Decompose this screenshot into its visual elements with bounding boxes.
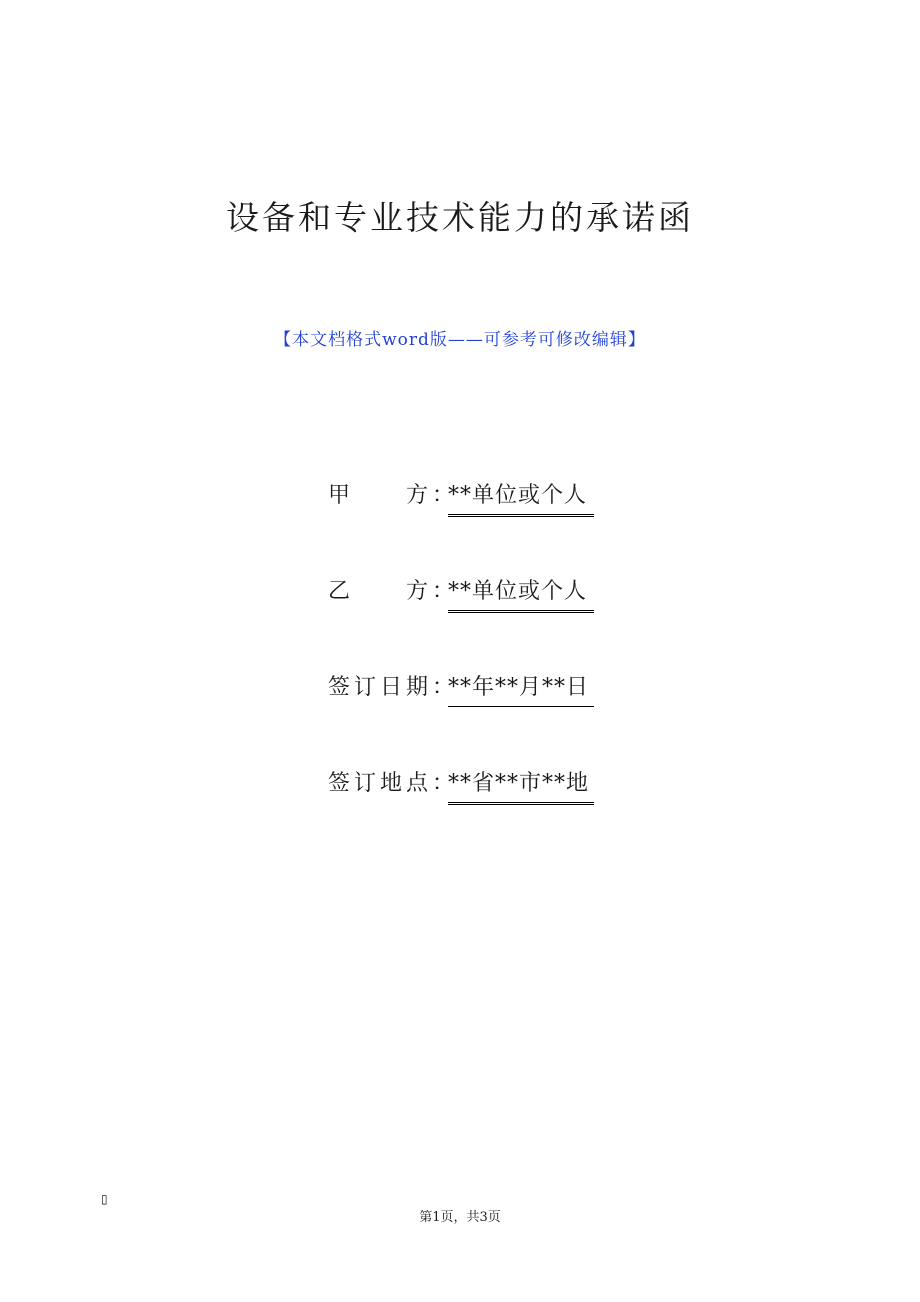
signing-date-value: **年**月**日 (448, 670, 594, 707)
signing-date-field (328, 670, 628, 710)
document-title: 设备和专业技术能力的承诺函 (226, 198, 694, 237)
signing-place-field (328, 766, 628, 806)
party-a-label: 甲 方： (328, 483, 459, 508)
party-b-value: **单位或个人 (448, 574, 594, 613)
signing-date-label: 签订日期： (328, 675, 459, 700)
party-a-field (328, 478, 628, 518)
party-a-value: **单位或个人 (448, 478, 594, 517)
editable-notice: 【本文档格式word版——可参考可修改编辑】 (274, 330, 646, 350)
signing-place-value: **省**市**地 (448, 766, 594, 805)
footer-mark: ▯ (101, 1192, 108, 1206)
signing-place-label: 签订地点： (328, 771, 459, 796)
page-number: 第1页，共3页 (419, 1210, 501, 1225)
party-b-field (328, 574, 628, 614)
party-b-label: 乙 方： (328, 579, 459, 604)
